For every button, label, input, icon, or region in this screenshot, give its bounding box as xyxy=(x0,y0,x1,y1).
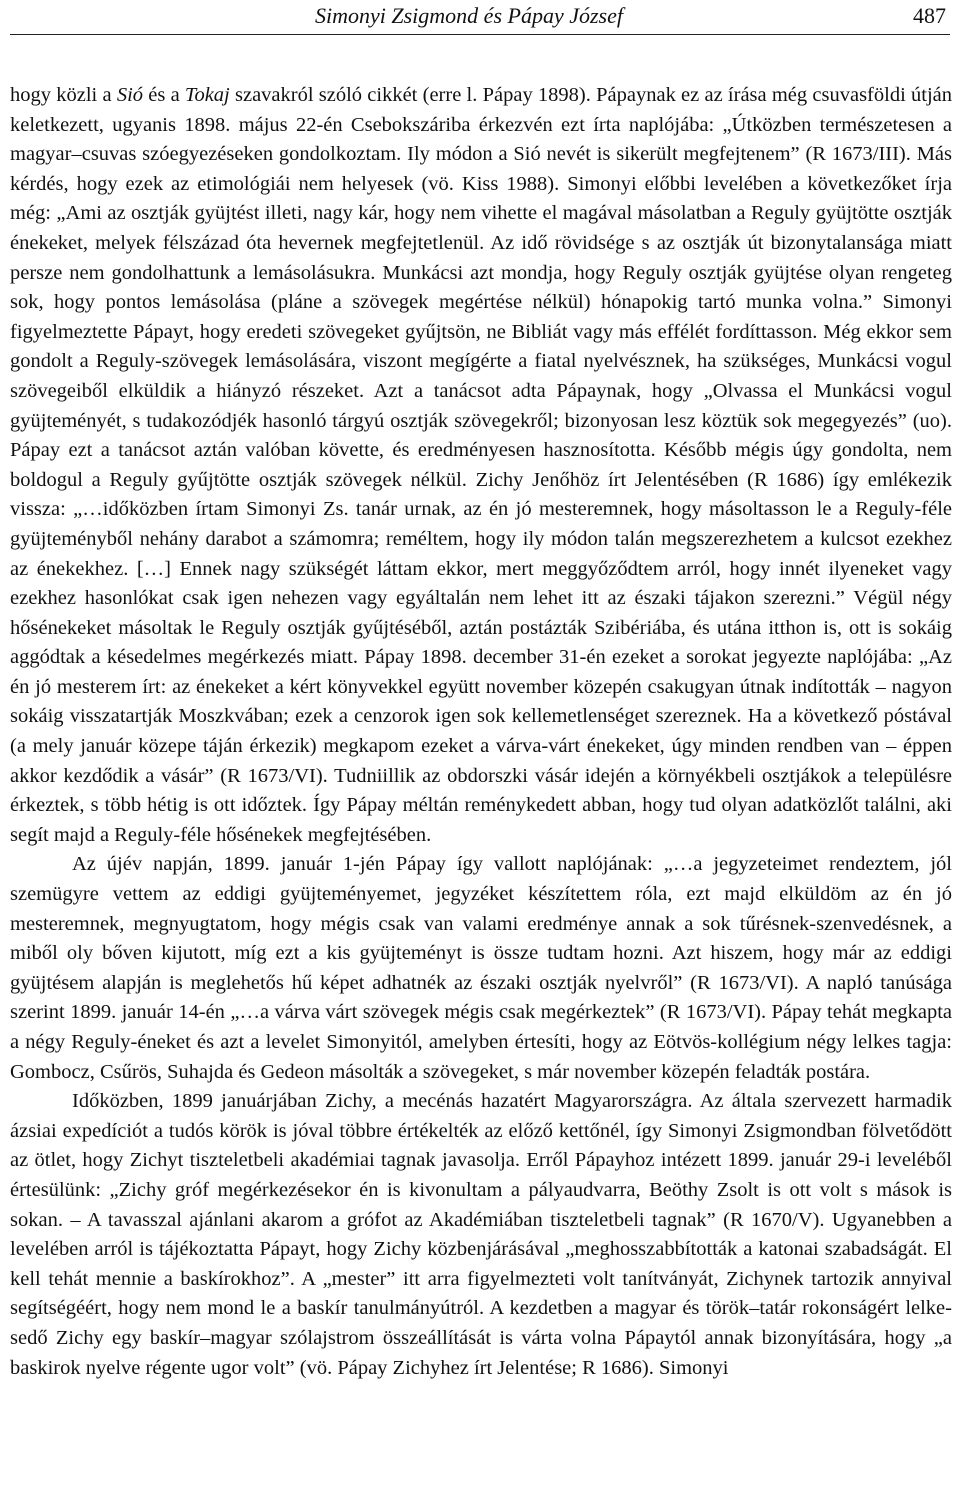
page-number: 487 xyxy=(913,3,946,28)
running-title: Simonyi Zsigmond és Pápay József xyxy=(315,3,623,28)
paragraph-text: szavakról szóló cikkét (erre l. Pápay 1898). Pápaynak ez az írása még csuvasföldi útján keletkezett, ugyanis 1898. május 22-én Csebokszáriba érkezvén ezt írta naplójába: „Útközben természetesen a magyar–csuvas szóegyezéseken gondolkoztam. Ily módon a Sió nevét is sikerült megfejtenem” (R 1673/III). Más kérdés, hogy ezek az etimológiái nem helyesek (vö. Kiss 1988). Simonyi előbbi levelében a következőket írja még: „Ami az osztják gyüjtést illeti, nagy kár, hogy nem vihette el magával másolatban a Reguly gyüjtötte osztják énekeket, melyek félszázad óta hevernek megfejtetlenül. Az idő rövidsége s az osztják út bizonytalansága miatt persze nem gondolhattunk a lemásolásukra. Munkácsi azt mondja, hogy Reguly osztják gyüjtése olyan rengeteg sok, hogy pontos lemásolása (pláne a szövegek megértése nélkül) hónapokig tartó munka volna.” Simonyi figyelmeztette Pápayt, hogy eredeti szövegeket gyűjtsön, ne Bibliát vagy más effélét fordíttasson. Még ekkor sem gondolt a Reguly-szövegek lemásolására, viszont megígérte a fiatal nyelvésznek, ha szükséges, Munkácsi vogul szövegeiből elküldik a hiányzó részeket. Azt a tanácsot adta Pápaynak, hogy „Olvassa el Munkácsi vogul gyüjteményét, s tudakozódjék hasonló tárgyú osztják szövegekről; bizonyosan lesz köztük sok megegyezés” (uo). Pápay ezt a tanácsot aztán valóban követte, és eredményesen hasznosította. Később mégis úgy gondolta, nem boldogul a Reguly gyűjtötte osztják szövegek nélkül. Zichy Jenőhöz írt Jelentésében (R 1686) így emlékezik vissza: „…időközben írtam Simonyi Zs. tanár urnak, az én jó mesteremnek, hogy másoltasson le a Reguly-féle gyüjteményből nehány darabot a számomra; reméltem, hogy ily módon talán megszerezhetem a kulcsot ezekhez az énekekhez. […] Ennek nagy szükségét láttam ekkor, mert meggyőződtem arról, hogy innét ilyeneket vagy ezekhez hasonlókat csak igen nehezen vagy egyáltalán nem lehet itt az északi tájakon szerezni.” Végül négy hősénekeket másoltak le Reguly osztják gyűjtéséből, aztán postázták Szibériába, és utána itthon is, ott is sokáig aggódtak a késedelmes megérkezés miatt. Pápay 1898. december 31-én ezeket a sorokat jegyezte naplójába: „Az én jó mesterem írt: az énekeket a kért könyvekkel együtt november közepén csakugyan útnak indították – nagyon sokáig visszatartják Moszkvában; ezek a cenzorok igen sok kellemetlenséget szereznek. Ha a következő póstával (a mely január közepe táján érkezik) megkapom ezeket a várva-várt énekeket, úgy minden rendben van – éppen akkor kezdődik a vásár” (R 1673/VI). Tudniillik az obdorszki vásár idején a környékbeli osztjákok a településre érkeztek, s több hétig is ott időztek. Így Pápay méltán reménykedett abban, hogy tud olyan adatközlőt találni, aki segít majd a Reguly-féle hősénekek megfejtésében. xyxy=(10,84,952,846)
italic-term: Sió xyxy=(116,84,144,106)
paragraph-text: Időközben, 1899 januárjában Zichy, a mecénás hazatért Magyarországra. Az általa szervezett harmadik ázsiai expedíciót a tudós körök is jóval többre értékelték az előző kettőnél, így Simonyi Zsigmondban fölvetődött az ötlet, hogy Zichyt tiszteletbeli akadémiai tagnak javasolja. Erről Pápayhoz intézett 1899. január 29-i leveléből értesülünk: „Zichy gróf megérkezésekor én is kivonultam a pályaudvarra, Beöthy Zsolt is ott volt s mások is sokan. – A tavasszal ajánlani akarom a grófot az Akadémiában tiszteletbeli tagnak” (R 1670/V). Ugyanebben a levelében arról is tájékoztatta Pápayt, hogy Zichy közbenjárásával „meghosszabbították a katonai szabadságát. El kell tehát mennie a baskírokhoz”. A „mester” itt arra figyelmezteti volt tanítványát, Zichynek tartozik annyival segítségéért, hogy nem mond le a baskír tanulmányútról. A kezdetben a magyar és török–tatár rokonságért lelkesedő Zichy egy baskír–magyar szólajstrom összeállítását is várta volna Pápaytól annak bizonyítására, hogy „a baskirok nyelve régente ugor volt” (vö. Pápay Zichyhez írt Jelentése; R 1686). Simonyi xyxy=(10,1090,952,1379)
body-text xyxy=(10,81,952,1383)
paragraph-text: és a xyxy=(143,84,185,106)
paragraph-text: hogy közli a xyxy=(10,84,117,106)
paragraph xyxy=(10,1087,952,1383)
running-header xyxy=(10,0,950,35)
paragraph-text: Az újév napján, 1899. január 1-jén Pápay így vallott naplójának: „…a jegyzeteimet rendeztem, jól szemügyre vettem az eddigi gyüjteményemet, jegyzéket készítettem róla, ezt majd elküldöm az én jó mesteremnek, megnyugtatom, hogy mégis csak van valami eredménye annak a sok tűrésnek-szenvedésnek, a miből oly bőven kijutott, míg ezt a kis gyüjteményt is össze tudtam hozni. Azt hiszem, hogy már az eddigi gyüjtésem alapján is meglehetős hű képet adhatnék az északi osztják nyelvről” (R 1673/VI). A napló tanúsága szerint 1899. január 14-én „…a várva várt szövegek mégis csak megérkeztek” (R 1673/VI). Pápay tehát megkapta a négy Reguly-éneket és azt a levelet Simonyitól, amelyben értesíti, hogy az Eötvös-kollégium négy lelkes tagja: Gombocz, Csűrös, Suhajda és Gedeon másolták a szövegeket, s már november közepén feladták postára. xyxy=(10,853,952,1083)
paragraph xyxy=(10,81,952,850)
italic-term: Tokaj xyxy=(184,84,230,106)
paragraph xyxy=(10,850,952,1087)
